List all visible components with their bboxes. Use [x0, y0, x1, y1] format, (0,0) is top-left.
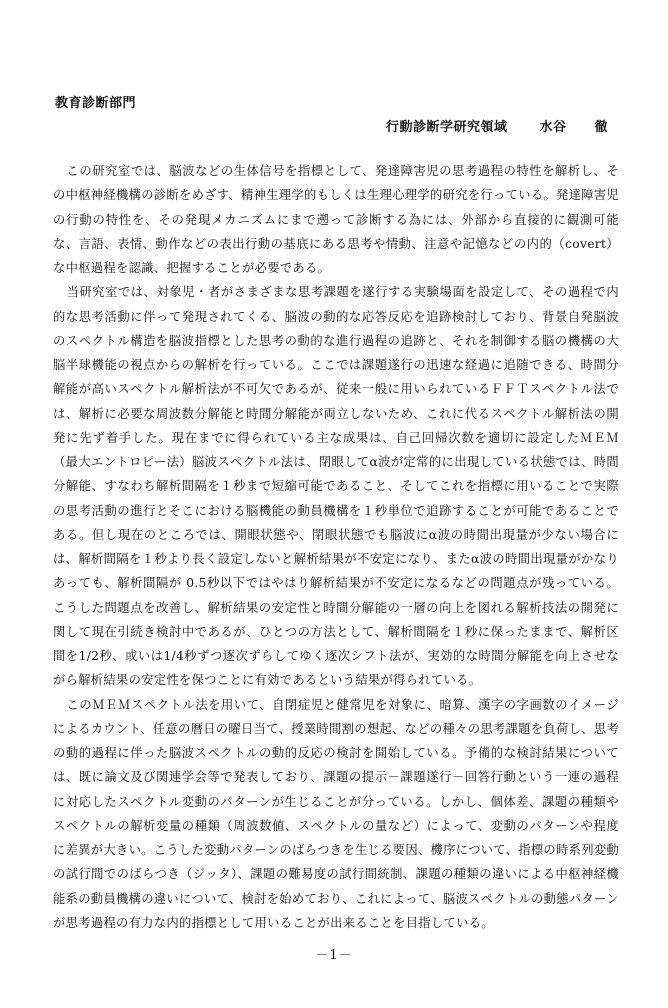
author-given-name: 徹: [594, 120, 608, 135]
author-line: [386, 116, 608, 135]
department-heading: 教育診断部門: [55, 96, 137, 111]
page-number: －1－: [315, 948, 353, 963]
division-name: 行動診断学研究領域: [385, 120, 508, 135]
paragraph-3: このＭＥＭスペクトル法を用いて、自閉症児と健常児を対象に、暗算、漢字の字画数のイメージによるカウント、任意の暦日の曜日当て、授業時間割の想起、などの種々の思考課題を負荷し、思考の動的過程に伴った脳波スペクトルの動的反応の検討を開始している。予備的な検討結果については、既に論文及び関連学会等で発表しており、課題の提示－課題遂行－回答行動という一連の過程に対応したスペクトル変動のパターンが生じることが分っている。しかし、個体差、課題の種類やスペクトルの解析変量の種類（周波数値、スペクトルの量など）によって、変動のパターンや程度に差異が大きい。こうした変動パターンのばらつきを生じる要因、機序について、指標の時系列変動の試行間でのばらつき（ジッタ）、課題の難易度の試行間統制、課題の種類の違いによる中枢神経機能系の動員機構の違いについて、検討を始めており、これによって、脳波スペクトルの動態パターンが思考過程の有力な内的指標として用いることが出来ることを目指している。: [53, 697, 619, 930]
body-text: [53, 159, 619, 935]
author-family-name: 水谷: [539, 120, 567, 135]
paragraph-2: 当研究室では、対象児・者がさまざまな思考課題を遂行する実験場面を設定して、その過程で内的な思考活動に伴って発現されてくる、脳波の動的な応答反応を追跡検討しており、背景自発脳波のスペクトル構造を脳波指標とした思考の動的な進行過程の追跡と、それを制御する脳の機構の大脳半球機能の視点からの解析を行っている。ここでは課題遂行の迅速な経過に追随できる、時間分解能が高いスペクトル解析法が不可欠であるが、従来一般に用いられているＦＦＴスペクトル法では、解析に必要な周波数分解能と時間分解能が両立しないため、これに代るスペクトル解析法の開発に先ず着手した。現在までに得られている主な成果は、自己回帰次数を適切に設定したＭＥＭ（最大エントロピー法）脳波スペクトル法は、閉眼してα波が定常的に出現している状態では、時間分解能、すなわち解析間隔を１秒まで短縮可能であること、そしてこれを指標に用いることで実際の思考活動の進行とそこにおける脳機能の動員機構を１秒単位で追跡することが可能であることである。但し現在のところでは、開眼状態や、閉眼状態でも脳波にα波の時間出現量が少ない場合には、解析間隔を１秒より長く設定しないと解析結果が不安定になり、またα波の時間出現量がかなりあっても、解析間隔が 0.5秒以下ではやはり解析結果が不安定になるなどの問題点が残っている。こうした問題点を改善し、解析結果の安定性と時間分解能の一層の向上を図れる解析技法の開発に関して現在引続き検討中であるが、ひとつの方法として、解析間隔を１秒に保ったままで、解析区間を1/2秒、或いは1/4秒ずつ逐次ずらしてゆく逐次シフト法が、実効的な時間分解能を向上させながら解析結果の安定性を保つことに有効であるという結果が得られている。: [53, 285, 619, 688]
paragraph-1: この研究室では、脳波などの生体信号を指標として、発達障害児の思考過程の特性を解析し、その中枢神経機構の診断をめざす、精神生理学的もしくは生理心理学的研究を行っている。発達障害児の行動の特性を、その発現メカニズムにまで遡って診断する為には、外部から直接的に観測可能な、言語、表情、動作などの表出行動の基底にある思考や情動、注意や記憶などの内的（covert）な中枢過程を認識、把握することが必要である。: [53, 164, 619, 275]
